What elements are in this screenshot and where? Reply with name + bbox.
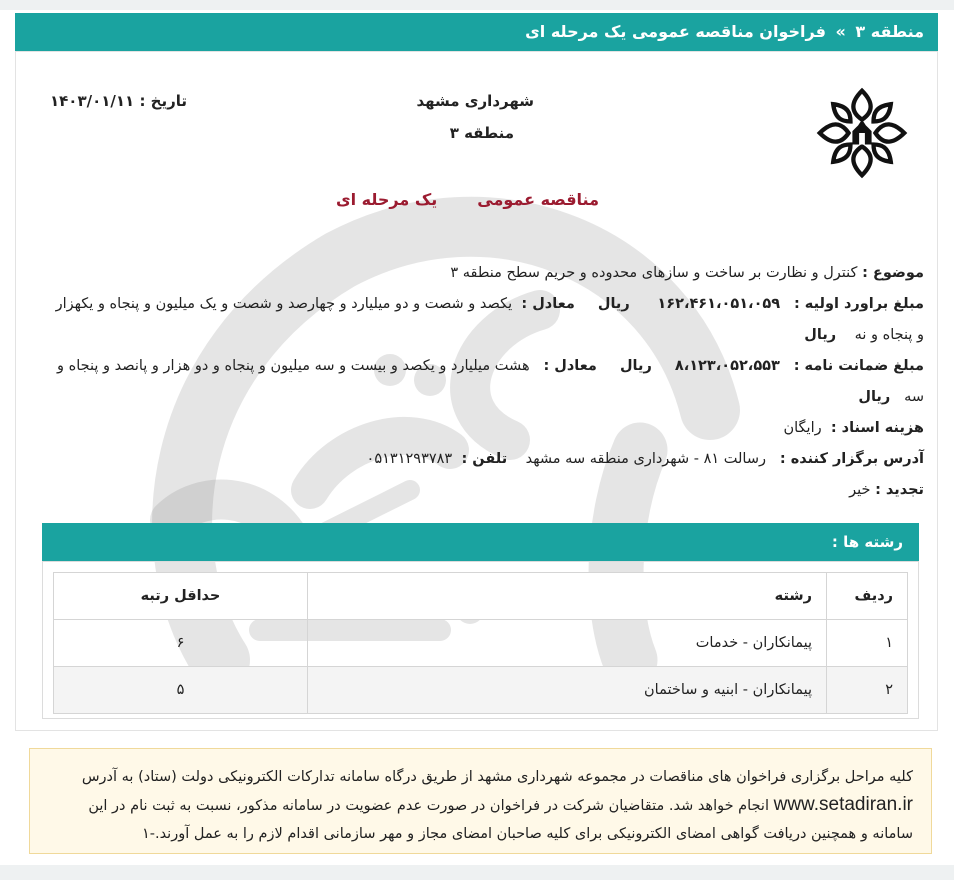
address-label: آدرس برگزار کننده : [779, 451, 924, 467]
breadcrumb-region[interactable]: منطقه ۳ [855, 22, 924, 41]
doc-cost-line [44, 413, 924, 444]
renewal-line [44, 475, 924, 506]
fields-section-header: رشته ها : [42, 523, 919, 561]
renewal-label: تجدید : [875, 482, 924, 498]
guarantee-line [44, 351, 924, 413]
guarantee-currency: ریال [619, 358, 652, 374]
notice-text-2: انجام خواهد شد. متقاضیان شرکت در فراخوان در صورت عدم عضویت در سامانه مذکور، نسبت به ثبت نام در این سامانه و همچنین دریافت گواهی امضای الکترونیکی برای کلیه صاحبان امضای مجاز و مهر سازمانی اقدام لازم را به عمل آورند.-۱ [88, 798, 913, 842]
date-line [50, 92, 187, 110]
row-field: پیمانکاران - خدمات [308, 620, 827, 667]
row-min-rank: ۵ [54, 667, 308, 714]
row-index: ۲ [827, 667, 908, 714]
col-header-min-rank: حداقل رتبه [54, 573, 308, 620]
subject-label: موضوع : [862, 265, 924, 281]
guarantee-words-currency: ریال [858, 389, 891, 405]
estimate-words: یکصد و شصت و دو میلیارد و چهارصد و شصت و یک میلیون و پنجاه و یکهزار و پنجاه و نه [55, 296, 924, 343]
estimate-amount: ۱۶۲،۴۶۱،۰۵۱،۰۵۹ [657, 296, 781, 312]
col-header-index: ردیف [827, 573, 908, 620]
estimate-currency: ریال [597, 296, 630, 312]
org-name: شهرداری مشهد [416, 92, 534, 110]
guarantee-words: هشت میلیارد و یکصد و بیست و سه میلیون و پنجاه و دو هزار و پانصد و پنجاه و سه [57, 358, 924, 405]
page-title: فراخوان مناقصه عمومی یک مرحله ای [525, 22, 826, 41]
org-region: منطقه ۳ [449, 124, 514, 142]
guarantee-amount: ۸،۱۲۳،۰۵۲،۵۵۳ [674, 358, 780, 374]
tender-type-1: مناقصه عمومی [477, 190, 599, 209]
top-strip [0, 0, 954, 10]
row-index: ۱ [827, 620, 908, 667]
renewal-value: خیر [849, 482, 871, 498]
phone-label: تلفن : [461, 451, 508, 467]
date-label: تاریخ : [139, 92, 188, 110]
row-min-rank: ۶ [54, 620, 308, 667]
tender-type-title [336, 190, 599, 209]
address-line [44, 444, 924, 475]
date-value: ۱۴۰۳/۰۱/۱۱ [50, 92, 135, 110]
guarantee-equivalent-label: معادل : [543, 358, 597, 374]
setad-notice [29, 748, 932, 854]
table-header-row [54, 573, 908, 620]
estimate-label: مبلغ براورد اولیه : [793, 296, 924, 312]
page-title-bar [15, 13, 938, 51]
fields-table [53, 572, 908, 714]
setad-link[interactable]: www.setadiran.ir [773, 794, 913, 815]
address-value: رسالت ۸۱ - شهرداری منطقه سه مشهد [525, 451, 767, 467]
doc-cost-label: هزینه اسناد : [830, 420, 924, 436]
estimate-line [44, 289, 924, 351]
bottom-strip [0, 865, 954, 880]
estimate-equivalent-label: معادل : [521, 296, 575, 312]
table-row [54, 667, 908, 714]
mashhad-municipality-logo [814, 85, 910, 181]
guarantee-label: مبلغ ضمانت نامه : [793, 358, 924, 374]
tender-details [44, 258, 924, 506]
subject-value: کنترل و نظارت بر ساخت و سازهای محدوده و حریم سطح منطقه ۳ [450, 265, 858, 281]
col-header-field: رشته [308, 573, 827, 620]
fields-table-box [42, 561, 919, 719]
tender-type-2: یک مرحله ای [335, 190, 438, 209]
row-field: پیمانکاران - ابنیه و ساختمان [308, 667, 827, 714]
estimate-words-currency: ریال [804, 327, 837, 343]
breadcrumb-separator: » [835, 22, 846, 41]
table-row [54, 620, 908, 667]
notice-text-1: کلیه مراحل برگزاری فراخوان های مناقصات در مجموعه شهرداری مشهد از طریق درگاه سامانه تدارکات الکترونیکی دولت (ستاد) به آدرس [81, 769, 913, 785]
subject-line [44, 258, 924, 289]
phone-value: ۰۵۱۳۱۲۹۳۷۸۳ [366, 451, 453, 467]
doc-cost-value: رایگان [783, 420, 822, 436]
